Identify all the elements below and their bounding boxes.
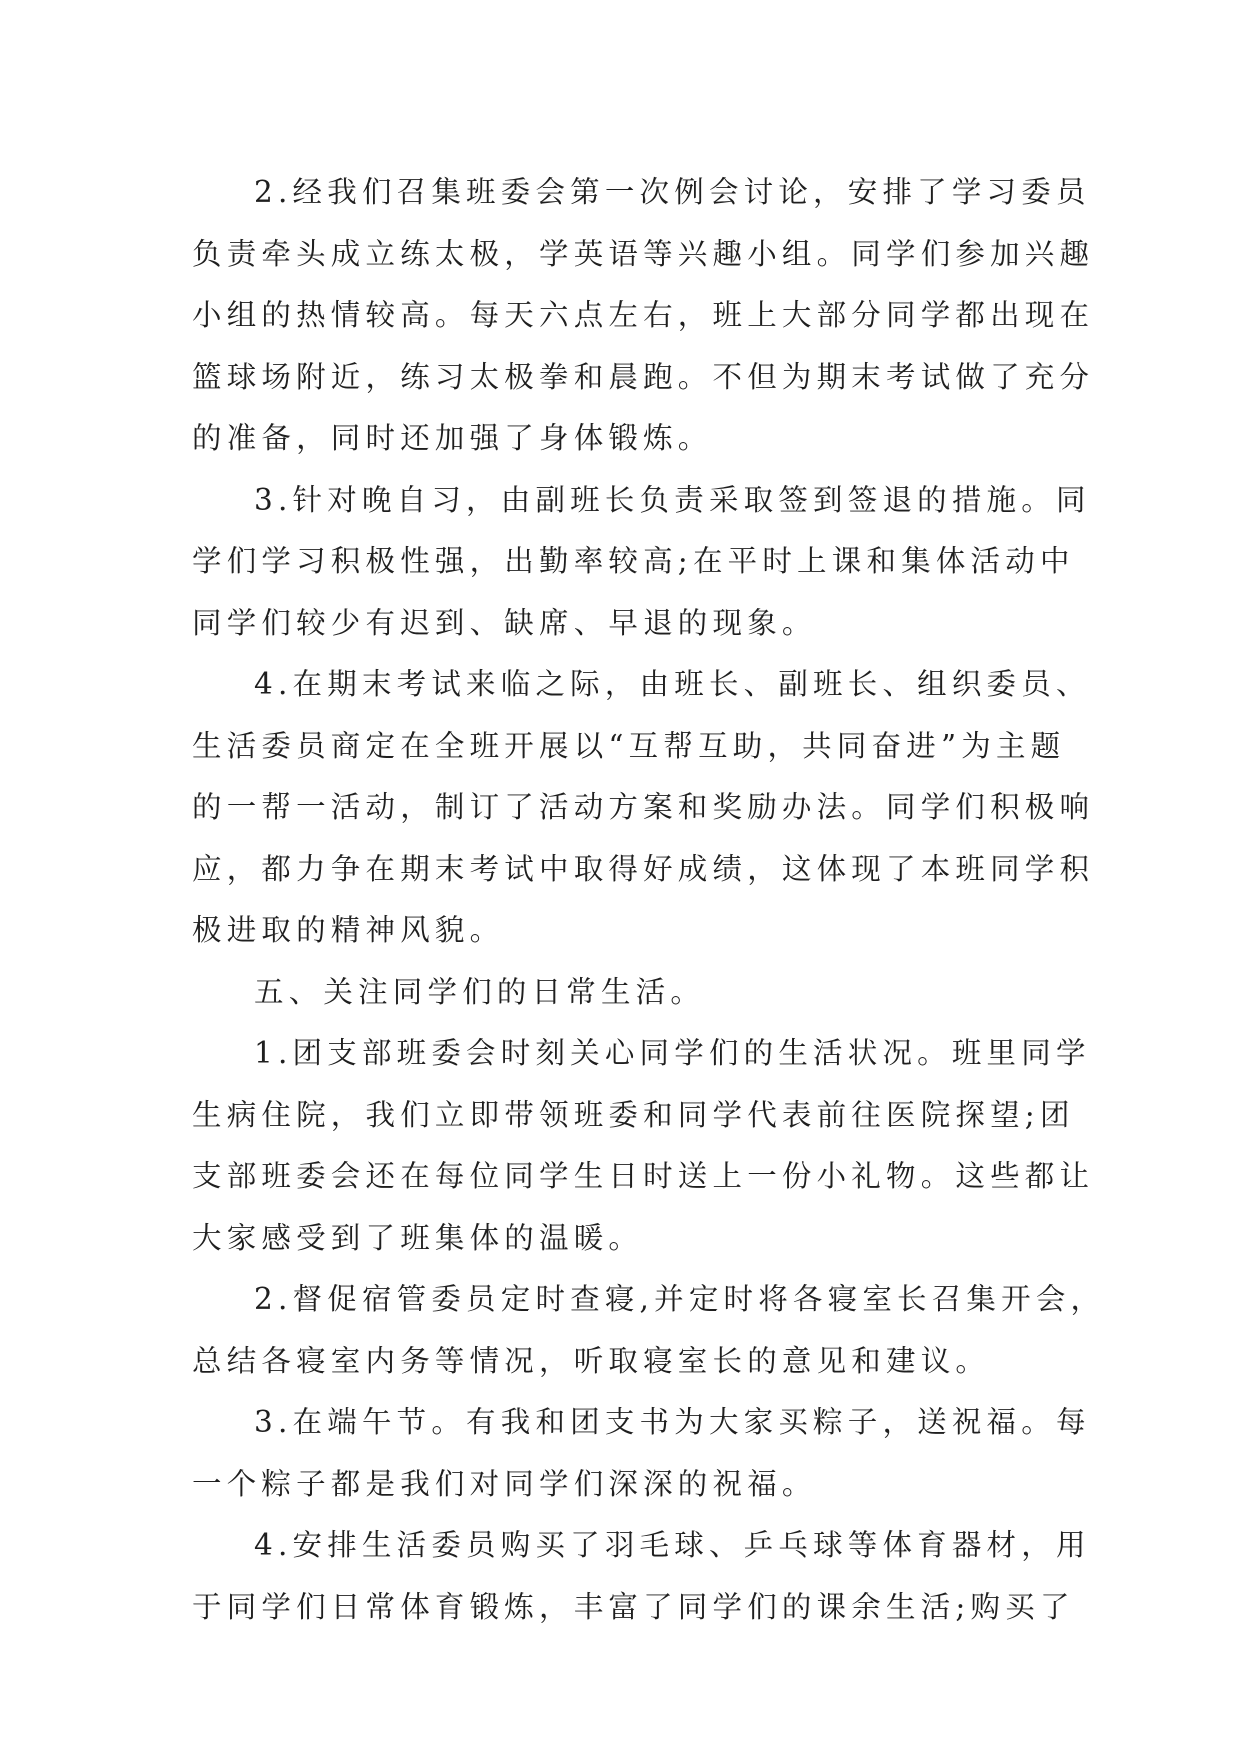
text-line: 负责牵头成立练太极，学英语等兴趣小组。同学们参加兴趣 xyxy=(192,236,1095,271)
text-line: 3.在端午节。有我和团支书为大家买粽子，送祝福。每 xyxy=(254,1405,1091,1439)
text-line: 的准备，同时还加强了身体锻炼。 xyxy=(192,421,713,455)
text-line: 总结各寝室内务等情况，听取寝室长的意见和建议。 xyxy=(192,1343,991,1378)
paragraph xyxy=(192,1023,1095,1269)
paragraph xyxy=(192,654,1095,962)
text-line: 大家感受到了班集体的温暖。 xyxy=(192,1220,644,1255)
text-line: 的一帮一活动，制订了活动方案和奖励办法。同学们积极响 xyxy=(192,790,1095,824)
text-line: 4.在期末考试来临之际，由班长、副班长、组织委员、 xyxy=(254,667,1091,701)
paragraph xyxy=(192,162,1095,470)
text-line: 于同学们日常体育锻炼，丰富了同学们的课余生活;购买了 xyxy=(192,1589,1075,1624)
text-line: 生病住院，我们立即带领班委和同学代表前往医院探望;团 xyxy=(192,1097,1075,1132)
text-line: 极进取的精神风貌。 xyxy=(192,913,505,947)
text-line: 支部班委会还在每位同学生日时送上一份小礼物。这些都让 xyxy=(192,1159,1095,1193)
text-line: 五、关注同学们的日常生活。 xyxy=(254,974,706,1009)
paragraph xyxy=(192,1269,1106,1392)
document-body xyxy=(192,162,1106,1638)
text-line: 3.针对晚自习，由副班长负责采取签到签退的措施。同 xyxy=(254,482,1091,517)
paragraph xyxy=(192,470,1091,655)
text-line: 小组的热情较高。每天六点左右，班上大部分同学都出现在 xyxy=(192,298,1095,332)
section-heading xyxy=(192,962,1054,1024)
text-line: 一个粽子都是我们对同学们深深的祝福。 xyxy=(192,1466,817,1501)
text-line: 1.团支部班委会时刻关心同学们的生活状况。班里同学 xyxy=(254,1036,1091,1070)
text-line: 2.经我们召集班委会第一次例会讨论，安排了学习委员 xyxy=(254,175,1091,209)
paragraph xyxy=(192,1515,1091,1638)
paragraph xyxy=(192,1392,1091,1515)
text-line: 学们学习积极性强，出勤率较高;在平时上课和集体活动中 xyxy=(192,544,1075,578)
text-line: 生活委员商定在全班开展以“互帮互助，共同奋进”为主题 xyxy=(192,728,1066,763)
text-line: 同学们较少有迟到、缺席、早退的现象。 xyxy=(192,605,817,640)
text-line: 4.安排生活委员购买了羽毛球、乒乓球等体育器材，用 xyxy=(254,1528,1091,1562)
text-line: 应，都力争在期末考试中取得好成绩，这体现了本班同学积 xyxy=(192,851,1095,886)
text-line: 2.督促宿管委员定时查寝,并定时将各寝室长召集开会， xyxy=(254,1282,1106,1316)
text-line: 篮球场附近，练习太极拳和晨跑。不但为期末考试做了充分 xyxy=(192,359,1095,394)
